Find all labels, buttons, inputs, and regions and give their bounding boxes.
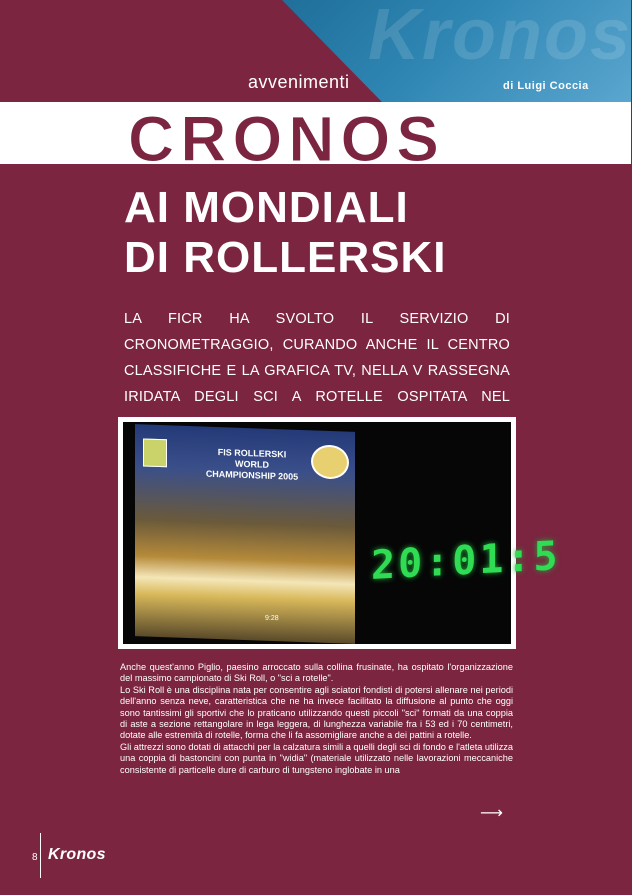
footer-divider bbox=[40, 833, 41, 878]
video-screen bbox=[135, 424, 355, 644]
championship-seal-icon bbox=[311, 444, 349, 479]
kronos-watermark: Kronos bbox=[368, 0, 632, 75]
body-paragraph-3: Gli attrezzi sono dotati di attacchi per la calzatura simili a quelli degli sci di fondo e l'atleta utilizza una coppia di bastoncini con punta in "widia" (materiale utilizzato nelle lavorazioni meccaniche consistente di particelle dure di carburo di tungsteno inglobate in una bbox=[120, 741, 513, 775]
lead-paragraph: LA FICR HA SVOLTO IL SERVIZIO DI CRONOMETRAGGIO, CURANDO ANCHE IL CENTRO CLASSIFICHE E LA GRAFICA TV, NELLA V RASSEGNA IRIDATA DEGLI SCI A ROTELLE OSPITATA NEL bbox=[124, 311, 510, 405]
article-body bbox=[120, 662, 513, 776]
screen-title-line-3: CHAMPIONSHIP 2005 bbox=[205, 468, 299, 482]
section-label: avvenimenti bbox=[248, 72, 350, 92]
kronos-logo: Kronos bbox=[48, 846, 106, 863]
screen-title-line-2: WORLD bbox=[235, 458, 269, 470]
photo-image bbox=[123, 422, 561, 644]
screen-title-line-1: FIS ROLLERSKI bbox=[217, 447, 287, 460]
author-byline: di Luigi Coccia bbox=[503, 80, 589, 92]
headline-line-2: AI MONDIALI bbox=[124, 183, 409, 232]
body-paragraph-1: Anche quest'anno Piglio, paesino arroccato sulla collina frusinate, ha ospitato l'organizzazione del massimo campionato di Ski Roll, o "sci a rotelle". bbox=[120, 662, 513, 684]
headline-line-3: DI ROLLERSKI bbox=[124, 233, 447, 282]
screen-title bbox=[187, 446, 317, 484]
screen-time: 9:28 bbox=[265, 614, 279, 623]
fis-logo-icon bbox=[143, 438, 167, 467]
article-photo bbox=[118, 417, 561, 649]
digital-clock: 20:01:5 bbox=[371, 533, 561, 589]
body-paragraph-2: Lo Ski Roll è una disciplina nata per consentire agli sciatori fondisti di potersi allenare nei periodi dell'anno senza neve, caratteristica che ne ha invece facilitato la diffusione al punto che oggi sono tantissimi gli sportivi che lo praticano utilizzando questi piccoli "sci" formati da una coppia di aste a sezione rettangolare in lega leggera, di lunghezza variabile fra i 53 ed i 70 centimetri, dotate alle estremità di rotelle, forma che li fa assomigliare anche a dei pattini a rotelle. bbox=[120, 684, 513, 741]
page-number: 8 bbox=[32, 852, 38, 863]
arrow-right-icon: ⟶ bbox=[480, 803, 503, 822]
headline-cronos: CRONOS bbox=[128, 103, 445, 175]
